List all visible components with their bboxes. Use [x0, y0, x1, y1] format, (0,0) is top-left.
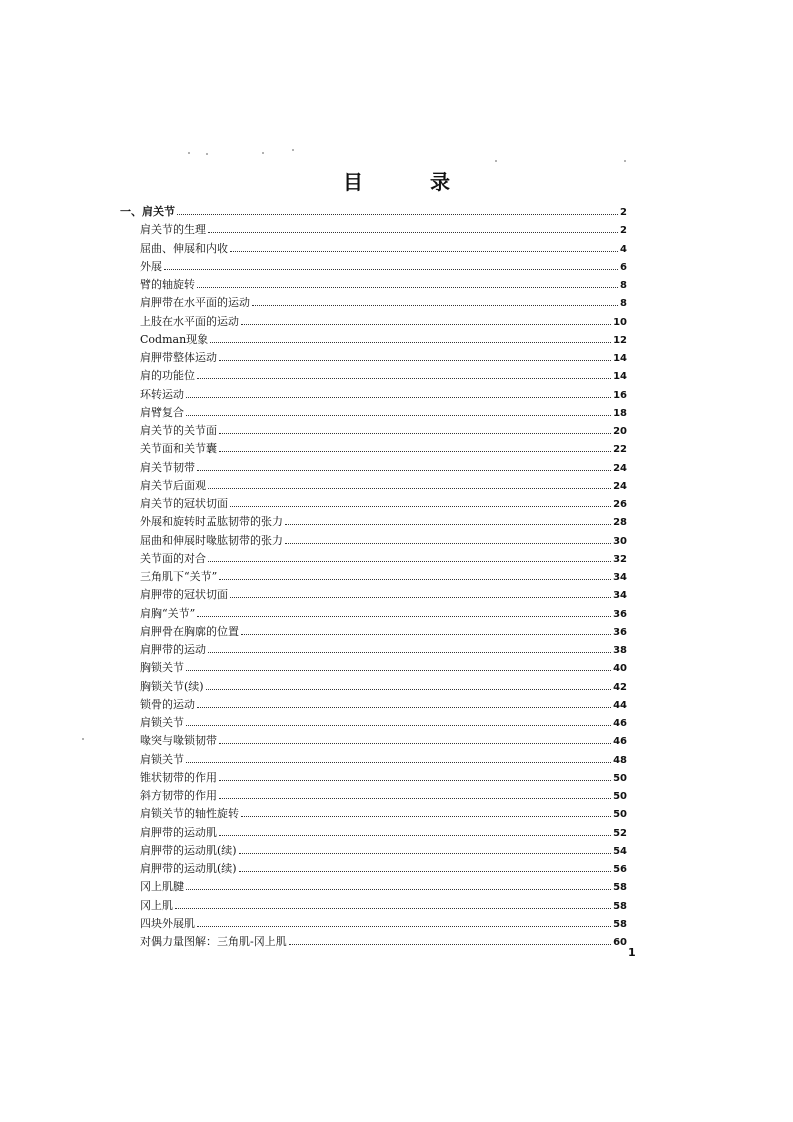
toc-entry[interactable]	[140, 842, 627, 860]
dot-leader	[208, 222, 618, 233]
toc-entry-label: 肩胛带整体运动	[140, 351, 217, 364]
toc-entry-page: 56	[613, 864, 627, 875]
scan-speck	[624, 160, 626, 162]
scan-speck	[292, 149, 294, 151]
toc-entry[interactable]	[140, 678, 627, 696]
dot-leader	[239, 861, 611, 872]
toc-entry-label: 肩锁关节	[140, 716, 184, 729]
toc-entry-label: 肩胸“关节”	[140, 607, 196, 620]
toc-entry-page: 8	[620, 280, 627, 291]
toc-entry-page: 46	[613, 718, 627, 729]
dot-leader	[252, 295, 618, 306]
toc-entry-page: 16	[613, 390, 627, 401]
toc-entry-label: 肩胛带的运动肌(续)	[140, 862, 237, 875]
toc-entry[interactable]	[140, 787, 627, 805]
toc-entry-page: 8	[620, 298, 627, 309]
toc-entry[interactable]	[140, 623, 627, 641]
toc-entry[interactable]	[140, 586, 627, 604]
toc-entry-page: 24	[613, 481, 627, 492]
toc-entry-page: 44	[613, 700, 627, 711]
toc-entry[interactable]	[140, 568, 627, 586]
toc-entry-label: 胸锁关节(续)	[140, 680, 204, 693]
dot-leader	[219, 423, 611, 434]
toc-entry[interactable]	[140, 258, 627, 276]
toc-entry-label: 关节面和关节囊	[140, 442, 217, 455]
dot-leader	[219, 441, 611, 452]
toc-entry-label: 锁骨的运动	[140, 698, 195, 711]
toc-entry[interactable]	[140, 805, 627, 823]
toc-entry-label: 一、肩关节	[120, 205, 175, 218]
toc-entry-page: 12	[613, 335, 627, 346]
toc-entry[interactable]	[140, 294, 627, 312]
toc-entry[interactable]	[140, 769, 627, 787]
dot-leader	[219, 788, 611, 799]
dot-leader	[208, 551, 611, 562]
toc-entry-page: 2	[620, 225, 627, 236]
dot-leader	[219, 825, 611, 836]
toc-entry-page: 2	[620, 207, 627, 218]
dot-leader	[241, 314, 611, 325]
toc-entry-page: 30	[613, 536, 627, 547]
toc-entry[interactable]	[140, 349, 627, 367]
toc-entry[interactable]	[140, 550, 627, 568]
toc-entry-page: 18	[613, 408, 627, 419]
toc-entry-page: 10	[613, 317, 627, 328]
scan-speck	[206, 153, 208, 155]
toc-entry[interactable]	[140, 860, 627, 878]
toc-entry-page: 52	[613, 828, 627, 839]
page-title: 目 录	[343, 170, 480, 194]
toc-entry-label: 冈上肌	[140, 899, 173, 912]
toc-entry-page: 50	[613, 773, 627, 784]
toc-entry-page: 32	[613, 554, 627, 565]
toc-entry[interactable]	[140, 386, 627, 404]
toc-entry-page: 26	[613, 499, 627, 510]
toc-entry-label: 环转运动	[140, 388, 184, 401]
dot-leader	[208, 478, 611, 489]
scan-speck	[82, 738, 84, 740]
toc-entry[interactable]	[140, 915, 627, 933]
dot-leader	[197, 916, 611, 927]
dot-leader	[164, 259, 618, 270]
dot-leader	[175, 898, 611, 909]
toc-entry-label: 肩的功能位	[140, 369, 195, 382]
dot-leader	[219, 733, 611, 744]
toc-entry[interactable]	[140, 824, 627, 842]
toc-entry[interactable]	[140, 313, 627, 331]
toc-entry[interactable]	[140, 751, 627, 769]
dot-leader	[285, 514, 611, 525]
dot-leader	[210, 332, 611, 343]
dot-leader	[206, 679, 611, 690]
toc-entry-page: 42	[613, 682, 627, 693]
toc-entry-label: 肩胛骨在胸廓的位置	[140, 625, 239, 638]
toc-entry[interactable]	[140, 367, 627, 385]
dot-leader	[219, 770, 611, 781]
toc-entry-label: 冈上肌腱	[140, 880, 184, 893]
dot-leader	[241, 624, 611, 635]
toc-entry-page: 54	[613, 846, 627, 857]
dot-leader	[219, 569, 611, 580]
toc-entry-page: 58	[613, 919, 627, 930]
toc-entry[interactable]	[140, 276, 627, 294]
dot-leader	[186, 387, 611, 398]
dot-leader	[230, 241, 618, 252]
toc-entry-label: 肩关节的冠状切面	[140, 497, 228, 510]
toc-entry-label: 肩胛带在水平面的运动	[140, 296, 250, 309]
dot-leader	[186, 715, 611, 726]
toc-entry-label: 肩关节的生理	[140, 223, 206, 236]
toc-entry-label: 肩胛带的冠状切面	[140, 588, 228, 601]
toc-entry-page: 58	[613, 882, 627, 893]
toc-entry-page: 22	[613, 444, 627, 455]
toc-entry[interactable]	[140, 459, 627, 477]
dot-leader	[219, 350, 611, 361]
dot-leader	[239, 843, 611, 854]
dot-leader	[285, 533, 611, 544]
dot-leader	[230, 587, 611, 598]
toc-entry-page: 38	[613, 645, 627, 656]
dot-leader	[241, 806, 611, 817]
toc-entry-label: 关节面的对合	[140, 552, 206, 565]
toc-entry-label: 屈曲和伸展时喙肱韧带的张力	[140, 534, 283, 547]
dot-leader	[186, 660, 611, 671]
dot-leader	[197, 277, 618, 288]
dot-leader	[186, 879, 611, 890]
toc-entry-label: 肩胛带的运动肌(续)	[140, 844, 237, 857]
toc-entry[interactable]	[140, 732, 627, 750]
toc-entry[interactable]	[140, 933, 627, 951]
toc-entry-page: 36	[613, 609, 627, 620]
toc-entry[interactable]	[140, 404, 627, 422]
dot-leader	[177, 204, 618, 215]
scan-speck	[188, 152, 190, 154]
toc-entry-page: 36	[613, 627, 627, 638]
scan-speck	[262, 152, 264, 154]
toc-entry-label: 肩关节的关节面	[140, 424, 217, 437]
toc-entry-label: 外展和旋转时孟肱韧带的张力	[140, 515, 283, 528]
toc-entry-page: 4	[620, 244, 627, 255]
toc-entry[interactable]	[140, 659, 627, 677]
toc-entry-page: 20	[613, 426, 627, 437]
toc-entry[interactable]	[140, 532, 627, 550]
toc-entry[interactable]	[140, 477, 627, 495]
toc-entry-page: 40	[613, 663, 627, 674]
toc-entry-label: 肩锁关节的轴性旋转	[140, 807, 239, 820]
toc-entry-page: 28	[613, 517, 627, 528]
toc-entry[interactable]	[140, 440, 627, 458]
dot-leader	[208, 642, 611, 653]
toc-entry-label: 上肢在水平面的运动	[140, 315, 239, 328]
toc-entry-label: 肩胛带的运动肌	[140, 826, 217, 839]
toc-entry[interactable]	[140, 221, 627, 239]
toc-entry-page: 34	[613, 590, 627, 601]
toc-entry[interactable]	[140, 605, 627, 623]
toc-entry[interactable]	[140, 513, 627, 531]
toc-entry[interactable]	[140, 714, 627, 732]
toc-entry-page: 6	[620, 262, 627, 273]
dot-leader	[197, 460, 611, 471]
toc-entry-label: Codman现象	[140, 333, 209, 346]
toc-entry-page: 14	[613, 353, 627, 364]
toc-entry-label: 肩臂复合	[140, 406, 184, 419]
toc-entry[interactable]	[140, 897, 627, 915]
toc-entry[interactable]	[140, 641, 627, 659]
toc-entry[interactable]	[140, 495, 627, 513]
dot-leader	[197, 368, 611, 379]
toc-entry-page: 60	[613, 937, 627, 948]
toc-entry-label: 肩胛带的运动	[140, 643, 206, 656]
toc-entry-label: 喙突与喙锁韧带	[140, 734, 217, 747]
toc-entry-label: 四块外展肌	[140, 917, 195, 930]
toc-entry[interactable]	[140, 696, 627, 714]
toc-entry[interactable]	[140, 878, 627, 896]
toc-entry-label: 锥状韧带的作用	[140, 771, 217, 784]
toc-entry-label: 肩锁关节	[140, 753, 184, 766]
dot-leader	[230, 496, 611, 507]
toc-entry-page: 48	[613, 755, 627, 766]
dot-leader	[197, 697, 611, 708]
toc-entry-page: 46	[613, 736, 627, 747]
dot-leader	[289, 934, 611, 945]
toc-entry-page: 14	[613, 371, 627, 382]
toc-entry-page: 24	[613, 463, 627, 474]
toc-entry-label: 臂的轴旋转	[140, 278, 195, 291]
toc-entry-label: 胸锁关节	[140, 661, 184, 674]
page-number: 1	[628, 946, 636, 959]
toc-entry-page: 50	[613, 809, 627, 820]
dot-leader	[186, 405, 611, 416]
toc-entry[interactable]	[140, 422, 627, 440]
toc-entry-page: 58	[613, 901, 627, 912]
toc-entry-page: 50	[613, 791, 627, 802]
toc-entry-label: 屈曲、伸展和内收	[140, 242, 228, 255]
toc-entry-label: 肩关节后面观	[140, 479, 206, 492]
toc-entry[interactable]	[120, 203, 627, 221]
toc-entry-label: 肩关节韧带	[140, 461, 195, 474]
dot-leader	[186, 752, 611, 763]
scan-speck	[495, 160, 497, 162]
toc-entry-page: 34	[613, 572, 627, 583]
dot-leader	[197, 606, 611, 617]
toc-entry[interactable]	[140, 331, 627, 349]
toc-entry-label: 三角肌下“关节”	[140, 570, 218, 583]
toc-entry-label: 外展	[140, 260, 162, 273]
toc-entry-label: 斜方韧带的作用	[140, 789, 217, 802]
toc-entry[interactable]	[140, 240, 627, 258]
toc-entry-label: 对偶力量图解：三角肌-冈上肌	[140, 935, 287, 948]
